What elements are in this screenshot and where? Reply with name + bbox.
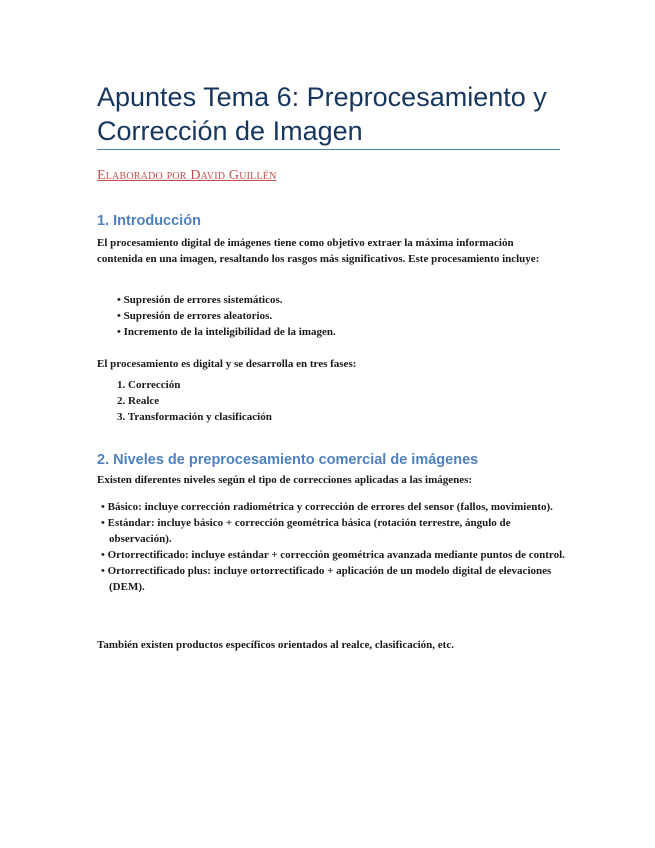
author-line: Elaborado por David Guillén bbox=[97, 168, 277, 183]
list-item: • Supresión de errores sistemáticos. bbox=[117, 294, 283, 306]
list-item: • Ortorrectificado: incluye estándar + corrección geométrica avanzada mediante puntos de control. bbox=[101, 549, 565, 561]
list-item: 2. Realce bbox=[117, 395, 160, 407]
list-item: • Estándar: incluye básico + corrección geométrica básica (rotación terrestre, ángulo de observación). bbox=[101, 517, 511, 545]
section-heading-introduccion: 1. Introducción bbox=[97, 213, 201, 229]
list-item: • Básico: incluye corrección radiométrica y corrección de errores del sensor (fallos, movimiento). bbox=[101, 501, 553, 513]
section-heading-niveles: 2. Niveles de preprocesamiento comercial de imágenes bbox=[97, 452, 479, 468]
list-item: 3. Transformación y clasificación bbox=[117, 411, 272, 423]
list-item: • Incremento de la inteligibilidad de la imagen. bbox=[117, 326, 336, 338]
list-item: • Supresión de errores aleatorios. bbox=[117, 310, 273, 322]
title-divider bbox=[97, 149, 560, 150]
intro-bullet-list bbox=[97, 292, 557, 340]
levels-intro: Existen diferentes niveles según el tipo de correcciones aplicadas a las imágenes: bbox=[97, 474, 473, 486]
levels-list bbox=[97, 499, 567, 595]
list-item: 1. Corrección bbox=[117, 379, 181, 391]
closing-paragraph: También existen productos específicos orientados al realce, clasificación, etc. bbox=[97, 639, 454, 651]
phases-intro: El procesamiento es digital y se desarrolla en tres fases: bbox=[97, 358, 357, 370]
list-item: • Ortorrectificado plus: incluye ortorrectificado + aplicación de un modelo digital de elevaciones (DEM). bbox=[101, 565, 552, 593]
document-title: Apuntes Tema 6: Preprocesamiento y Corrección de Imagen bbox=[97, 82, 547, 146]
intro-paragraph: El procesamiento digital de imágenes tiene como objetivo extraer la máxima información contenida en una imagen, resaltando los rasgos más significativos. Este procesamiento incluye: bbox=[97, 237, 540, 265]
phases-list bbox=[97, 377, 557, 425]
